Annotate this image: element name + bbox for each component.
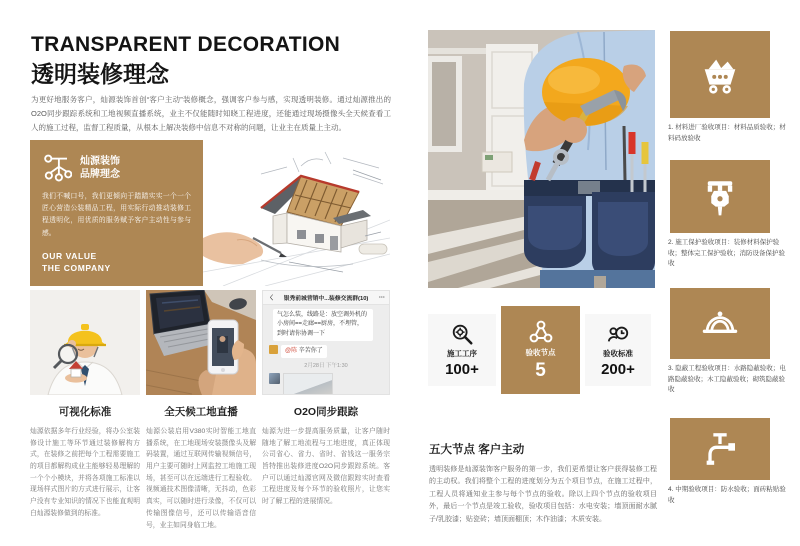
brand-header [42,153,191,183]
architecture-sketch-image [203,140,390,286]
chat-row [269,345,389,358]
brand-footer-line1: OUR VALUE [42,250,97,261]
sidebar-caption: 4. 中期验收项目：防水验收；面砖粘贴验收 [668,486,786,504]
five-nodes-paragraph: 透明装修是灿源装饰客户服务的第一步，我们更希望让客户获得装修工程的主动权。我们将整个工程的进度划分为五个项目节点，在施工过程中，工程人员将通知业主参与每个节点的验收。除以上四个节点的验收项目外，最后一个节点是竣工验收，验收项目包括：水电安装；墙顶面耐水腻子/乳胶漆；贴瓷砖；墙顶面棚顶；木作油漆；木质安装。 [429,466,657,523]
sidebar-box-construction-protection [670,160,770,233]
avatar [269,345,278,354]
column-title-live-stream: 全天候工地直播 [164,406,238,418]
chat-row [269,373,389,395]
column-body: 灿源为进一步提高服务质量，让客户随时随地了解工地流程与工地进度，真正体现公司省心、省力、省时、省钱这一服务宗旨特推出装修进度O2O同步跟踪系统。客户可以通过灿源官网及微信跟踪实时查看工程进度及每个环节的验收照片，让您实时了解工程的进展情况。 [262,428,390,506]
mention: @陈 [285,347,299,354]
column-title-o2o-tracking: O2O同步跟踪 [293,406,359,418]
page-title-chinese: 透明装修理念 [31,61,169,87]
five-nodes-heading: 五大节点 客户主动 [429,444,525,456]
brand-title [80,155,120,182]
back-icon: 〈 [267,296,274,302]
sidebar-caption: 1. 材料进厂验收项目：材料品质验收；材料码放验收 [668,124,786,142]
network-nodes-icon [42,153,72,183]
construction-photo-thumbnail [283,373,333,395]
wechat-chat-screenshot [262,290,390,395]
mine-cart-icon [697,52,743,98]
chat-message: 气怎么装，线路是：放空调外机的小房间==走廊==厨房，不埋管，到时请你协调一下 [273,309,373,341]
wechat-group-title: 银秀前城营销中...装修交流群(10) [283,296,369,302]
phone-laptop-photo [146,290,256,395]
worker-magnifier-photo [30,290,140,395]
brand-concept-box [30,140,203,286]
brand-tagline: 品牌理念 [80,169,120,180]
faucet-icon [700,429,740,469]
stat-construction-procedures [428,314,496,386]
stat-value: 5 [535,359,546,381]
person-clock-icon [606,322,630,346]
chat-message [281,345,327,358]
page-title-english: TRANSPARENT DECORATION [31,33,341,56]
sidebar-box-material-acceptance [670,31,770,118]
sidebar-caption: 2. 施工保护验收项目：装修材料保护验收；整体完工保护验收；消防设备保护验收 [668,239,785,268]
brand-name: 灿源装饰 [80,155,120,167]
stat-label: 施工工序 [447,349,477,358]
column-body: 灿源依据多年行业经验，将办公室装修设计施工等环节通过装修解构方式，在装修之前把每个工程需要施工的项目都解构成业主能够轻易理解的一个个小模块，并将各项施工标准以现场样式图片的方式进行展示，让客户没有专业知识的情况下也能直观明白灿源装修做到的标准。 [30,428,140,517]
wechat-header [263,291,389,305]
worker-toolbelt-photo [428,30,655,288]
column-title-visual-standard: 可视化标准 [58,406,112,418]
avatar [269,373,280,384]
more-icon: ··· [378,294,385,301]
stat-acceptance-standards [585,314,651,386]
linked-nodes-icon [528,319,554,345]
stat-value: 200+ [601,361,635,378]
intro-paragraph: 为更好地服务客户，灿源装饰首创“客户主动”装修概念，强调客户参与感，实现透明装修。通过灿源推出的O2O同步跟踪系统和工地视频直播系统，业主不仅能随时知晓工程进度，还能通过现场摄像头全天候查看工人的施工过程，监督工程质量，从根本上解决装修中信息不对称的问题，让业主在质量上主动。 [31,95,391,132]
sidebar-caption: 3. 隐蔽工程验收项目：水路隐蔽验收；电路隐蔽验收；木工隐蔽验收；砌筑隐蔽验收 [668,365,786,394]
jackhammer-icon [699,176,741,218]
brand-footer-line2: THE COMPANY [42,263,111,274]
stat-label: 验收节点 [525,347,556,357]
stat-label: 验收标准 [603,349,633,358]
brand-body-text: 我们不喊口号，我们更倾向于踏踏实实一个一个匠心营造公装精品工程，用实际行动推动装修工程透明化，用优质的服务赋予客户主动性与参与感。 [42,193,191,237]
hard-hat-icon [698,302,742,346]
chat-timestamp: 2月28日 下午1:30 [304,363,348,370]
column-body: 灿源公装启用V380实时智能工地直播系统，在工地现场安装摄像头及解码装置，通过互联网传输视频信号，用户主要可随时上网监控工地施工现场，甚至可以在远端进行工程验收。视频通技术图像清晰，无抖动，色彩真实，可以随时进行录像，不仅可以传输图像信号，还可以传输语音信号，业主如同身临工地。 [146,428,256,529]
chat-message-text: 辛苦你了 [298,347,323,354]
sidebar-box-midterm-acceptance [670,418,770,480]
brand-footer [42,250,191,275]
stat-value: 100+ [445,361,479,378]
stat-acceptance-nodes [501,306,580,394]
sidebar-box-concealed-works [670,288,770,359]
gear-magnifier-icon [450,322,474,346]
